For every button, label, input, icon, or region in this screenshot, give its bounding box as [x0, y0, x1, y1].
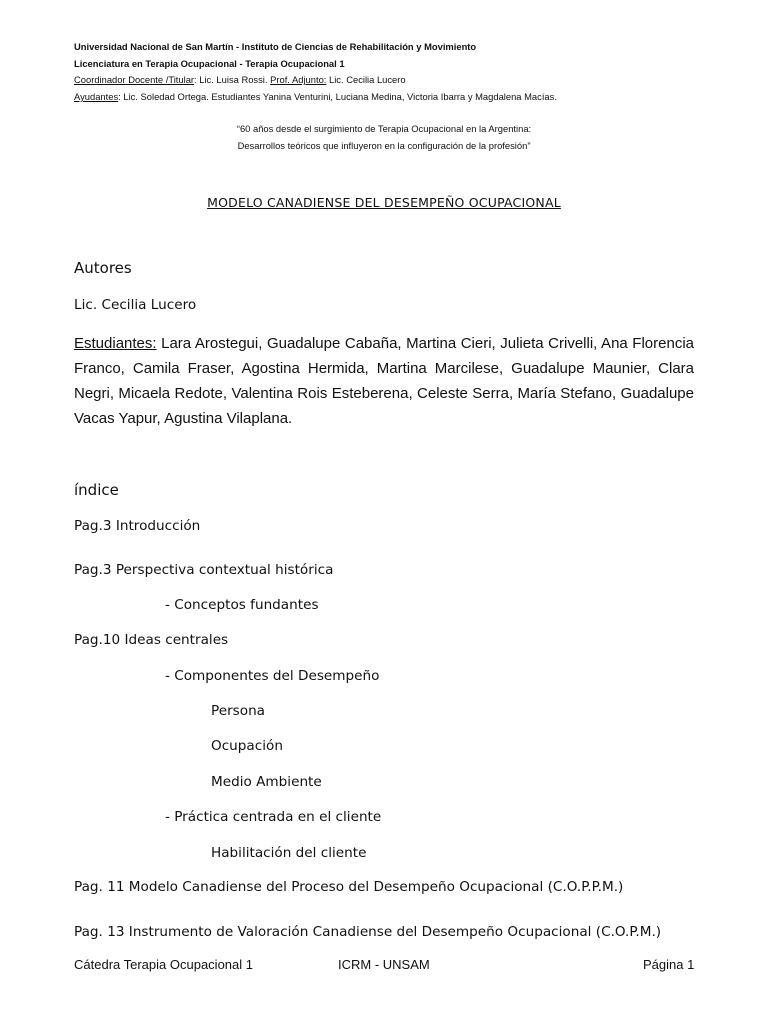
- adjunct-label: Prof. Adjunto:: [270, 74, 327, 85]
- teacher-name: Lic. Cecilia Lucero: [74, 297, 197, 313]
- index-item: - Componentes del Desempeño: [165, 668, 380, 684]
- document-title: MODELO CANADIENSE DEL DESEMPEÑO OCUPACIONAL: [207, 195, 561, 210]
- assistants-label: Ayudantes: [74, 91, 119, 102]
- header-institution: Universidad Nacional de San Martín - Instituto de Ciencias de Rehabilitación y Movimiento: [74, 41, 477, 52]
- index-item: Habilitación del cliente: [211, 845, 367, 861]
- quote-line-2: Desarrollos teóricos que influyeron en la configuración de la profesión”: [237, 140, 531, 151]
- index-item: Medio Ambiente: [211, 774, 322, 790]
- index-item: Ocupación: [211, 738, 283, 754]
- coordinator-value: : Lic. Luisa Rossi.: [194, 74, 271, 85]
- index-item: Persona: [211, 703, 266, 719]
- index-heading: índice: [74, 481, 119, 499]
- students-label: Estudiantes:: [74, 335, 157, 352]
- authors-heading: Autores: [74, 259, 132, 277]
- index-item: Pag.3 Introducción: [74, 518, 201, 534]
- index-item: Pag.3 Perspectiva contextual histórica: [74, 562, 334, 578]
- footer-course: Cátedra Terapia Ocupacional 1: [74, 957, 253, 972]
- footer-institution: ICRM - UNSAM: [338, 957, 430, 972]
- adjunct-value: Lic. Cecilia Lucero: [326, 74, 406, 85]
- index-item: Pag. 13 Instrumento de Valoración Canadiense del Desempeño Ocupacional (C.O.P.M.): [74, 924, 662, 940]
- coordinator-label: Coordinador Docente /Titular: [74, 74, 195, 85]
- students-list: Lara Arostegui, Guadalupe Cabaña, Martina Cieri, Julieta Crivelli, Ana Florencia Franco, Camila Fraser, Agostina Hermida, Martina Marcilese, Guadalupe Maunier, Clara Negri, Micaela Redote, Valentina Rois Esteberena, Celeste Serra, María Stefano, Guadalupe Vacas Yapur, Agustina Vilaplana.: [74, 335, 694, 427]
- quote-line-1: “60 años desde el surgimiento de Terapia Ocupacional en la Argentina:: [236, 123, 532, 134]
- index-item: - Práctica centrada en el cliente: [165, 809, 382, 825]
- index-item: Pag.10 Ideas centrales: [74, 632, 229, 648]
- header-coordinators: [74, 74, 406, 86]
- footer-page-number: Página 1: [643, 957, 695, 972]
- index-item: Pag. 11 Modelo Canadiense del Proceso del Desempeño Ocupacional (C.O.P.P.M.): [74, 879, 624, 895]
- header-assistants: [74, 91, 557, 103]
- index-item: - Conceptos fundantes: [165, 597, 319, 613]
- students-paragraph: [74, 331, 694, 431]
- header-program: Licenciatura en Terapia Ocupacional - Terapia Ocupacional 1: [74, 58, 345, 69]
- assistants-value: : Lic. Soledad Ortega. Estudiantes Yanina Venturini, Luciana Medina, Victoria Ibarra y Magdalena Macías.: [118, 91, 557, 102]
